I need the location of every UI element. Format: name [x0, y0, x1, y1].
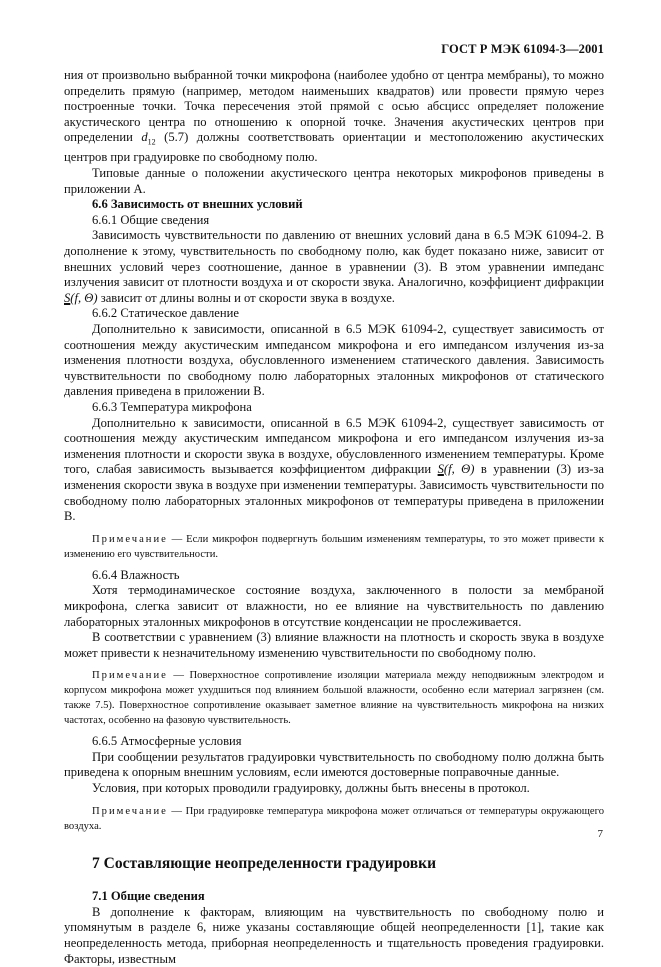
subsection-heading-6-6-1: 6.6.1 Общие сведения: [92, 212, 210, 227]
section-heading-6-6: 6.6 Зависимость от внешних условий: [92, 197, 303, 212]
note: [64, 804, 604, 834]
note-label: Примечание: [92, 805, 168, 817]
paragraph: [64, 228, 604, 306]
subsection-heading-6-6-2: 6.6.2 Статическое давление: [92, 306, 239, 321]
symbol-subscript: 12: [147, 137, 156, 147]
note-label: Примечание: [92, 533, 168, 545]
text-run: зависит от длины волны и от скорости звука в воздухе.: [97, 290, 395, 305]
paragraph: В соответствии с уравнением (3) влияние влажности на плотность и скорость звука в воздухе может привести к незначительному изменению чувствительности по свободному полю.: [64, 630, 604, 660]
page-number: 7: [597, 828, 603, 840]
symbol-s: S: [64, 290, 71, 305]
paragraph: В дополнение к факторам, влияющим на чувствительность по свободному полю и упомянутым в разделе 6, ниже указаны составляющие общей неопределенности [1], такие как неопределенность метода, приборная неопределенность и тщательность проведения градуировки. Факторы, известным: [64, 904, 604, 966]
paragraph: Типовые данные о положении акустического центра некоторых микрофонов приведены в приложении А.: [64, 166, 604, 196]
text-run: в уравнении (3) из-за изменения скорости звука в воздухе при изменении температуры. Зависимость чувствительности по свободному полю лабораторных эталонных микрофонов от температуры приведена в приложении В.: [64, 462, 604, 524]
paragraph: Хотя термодинамическое состояние воздуха, заключенного в полости за мембраной микрофона, слегка зависит от влажности, но ее влияние на чувствительность по давлению лабораторных эталонных микрофонов в отсутствие конденсации не прослеживается.: [64, 583, 604, 629]
subsection-heading-6-6-3: 6.6.3 Температура микрофона: [92, 399, 252, 414]
text-run: Зависимость чувствительности по давлению от внешних условий дана в 6.5 МЭК 61094-2. В дополнение к этому, чувствительность по свободному полю, как будет показано ниже, зависит от внешних условий через соотношение, данное в уравнении (3). В этом уравнении импеданс излучения зависит от плотности воздуха и от скорости звука. Аналогично, коэффициент дифракции: [64, 228, 604, 290]
symbol-d: d: [141, 130, 148, 145]
text-run: Дополнительно к зависимости, описанной в 6.5 МЭК 61094-2, существует зависимость от соотношения между акустическим импедансом микрофона и его импедансом излучения из-за изменения плотности и скорости звука в воздухе, обусловленного изменением температуры. Кроме того, слабая зависимость вызывается коэффициентом дифракции: [64, 415, 604, 477]
note-text: — Если микрофон подвергнуть большим изменениям температуры, то это может привести к изменению его чувствительности.: [64, 533, 604, 560]
paragraph: При сообщении результатов градуировки чувствительность по свободному полю должна быть приведена к опорным внешним условиям, если имеются достоверные поправочные данные.: [64, 749, 604, 780]
text-run: (5.7) должны соответствовать ориентации и местоположению акустических центров при градуировке по свободному полю.: [64, 130, 604, 165]
note-text: — Поверхностное сопротивление изоляции материала между неподвижным электродом и корпусом микрофона может ухудшиться под влиянием большой влажности, особенно если материал загрязнен (см. также 7.5). Поверхностное сопротивление оказывает заметное влияние на чувствительность микрофона на низких частотах, особенно на фазовую чувствительность.: [64, 670, 604, 727]
subsection-heading-6-6-5: 6.6.5 Атмосферные условия: [92, 734, 242, 749]
paragraph: Дополнительно к зависимости, описанной в 6.5 МЭК 61094-2, существует зависимость от соотношения между акустическим импедансом микрофона и его импедансом излучения из-за изменения плотности воздуха, обусловленного изменением статического давления. Зависимость чувствительности по свободному полю лабораторных эталонных микрофонов от статического давления приведена в приложении В.: [64, 322, 604, 399]
note-label: Примечание: [92, 670, 168, 682]
paragraph: [64, 416, 604, 525]
note: [64, 532, 604, 562]
symbol-args: (f, Θ): [70, 290, 98, 305]
paragraph: [64, 68, 604, 166]
paragraph: Условия, при которых проводили градуировку, должны быть внесены в протокол.: [92, 781, 530, 796]
note: [64, 668, 604, 728]
page-body: [64, 68, 604, 967]
text-run: ния от произвольно выбранной точки микрофона (наиболее удобно от центра мембраны), то можно определить прямую (например, методом наименьших квадратов) или провести прямую через построенные точки. Точка пересечения этой прямой с осью абсцисс определяет положение акустического центра по отношению к опорной точке. Значения акустических центров при определении: [64, 68, 604, 145]
symbol-args: (f, Θ): [443, 462, 475, 477]
document-code-header: ГОСТ Р МЭК 61094-3—2001: [441, 42, 604, 56]
subsection-heading-6-6-4: 6.6.4 Влажность: [92, 567, 180, 582]
section-heading-7: 7 Составляющие неопределенности градуировки: [92, 854, 437, 872]
section-heading-7-1: 7.1 Общие сведения: [92, 889, 205, 904]
symbol-s: S: [437, 462, 444, 477]
note-text: — При градуировке температура микрофона может отличаться от температуры окружающего воздуха.: [64, 805, 604, 832]
